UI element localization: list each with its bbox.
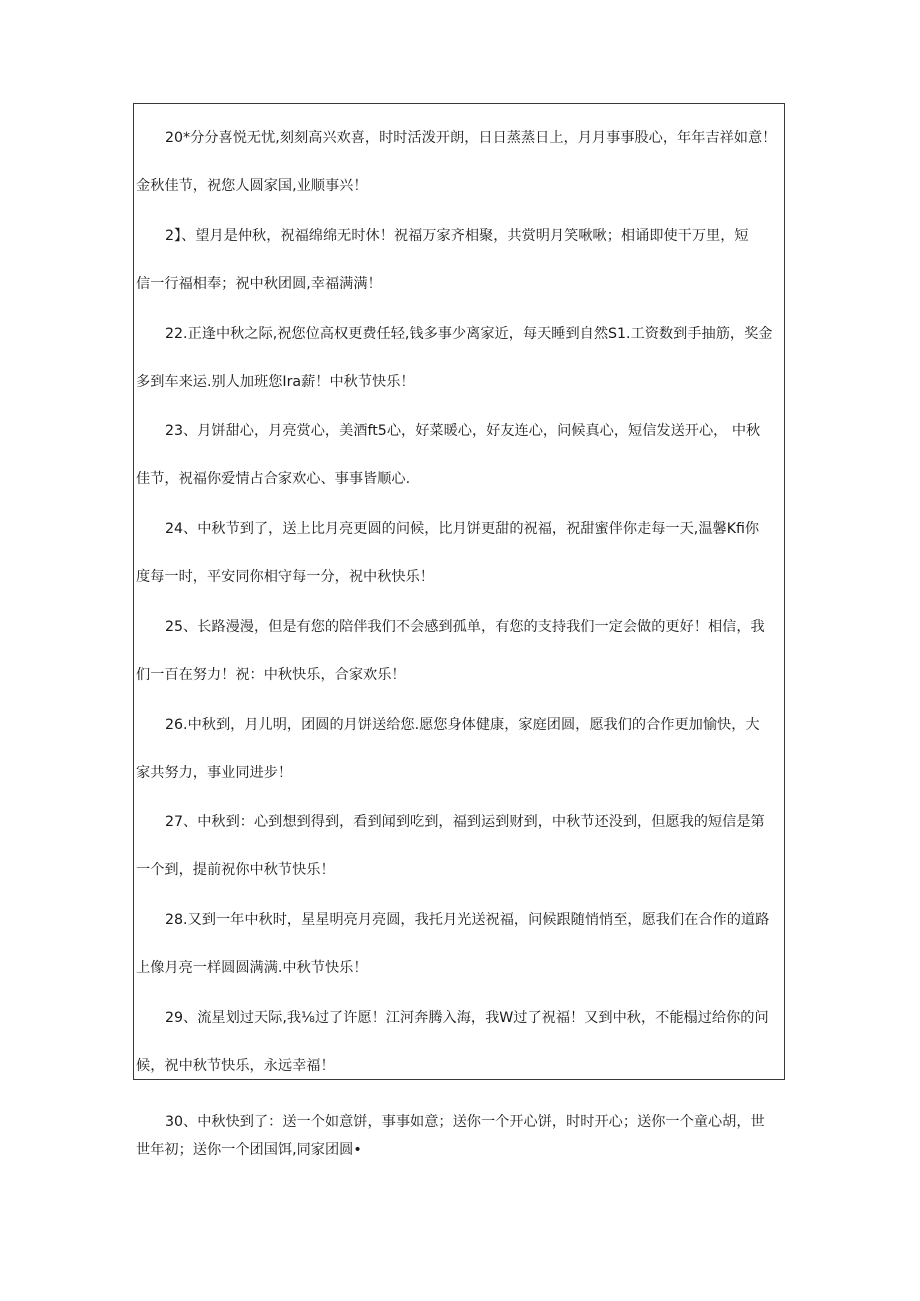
paragraph-25-line-1: 25、长路漫漫，但是有您的陪伴我们不会感到孤单，有您的支持我们一定会做的更好！相信，我 [165,619,765,635]
paragraph-23-line-2: 佳节，祝福你爱情占合家欢心、事事皆顺心. [136,471,411,487]
paragraph-22-line-2: 多到车来运.别人加班您Ira薪！中秋节快乐！ [136,374,415,390]
paragraph-29-line-1: 29、流星划过天际,我⅛过了许愿！江河奔腾入海，我W过了祝福！又到中秋，不能榻过给你的问 [165,1010,769,1026]
paragraph-25-line-2: 们一百在努力！祝：中秋快乐，合家欢乐！ [136,667,406,683]
paragraph-27-line-1: 27、中秋到：心到想到得到，看到闻到吃到，福到运到财到，中秋节还没到，但愿我的短信是第 [165,814,765,830]
paragraph-27-line-2: 一个到，提前祝你中秋节快乐！ [136,862,335,878]
paragraph-30-line-1: 30、中秋快到了：送一个如意饼，事事如意；送你一个开心饼，时时开心；送你一个童心胡，世 [165,1114,765,1130]
paragraph-29-line-2: 候，祝中秋节快乐，永远幸福！ [136,1058,335,1074]
paragraph-26-line-2: 家共努力，事业同进步！ [136,765,293,781]
paragraph-20-line-2: 金秋佳节，祝您人圆家国,业顺事兴！ [136,178,368,194]
paragraph-24-line-1: 24、中秋节到了，送上比月亮更圆的问候，比月饼更甜的祝福，祝甜蜜伴你走每一天,温馨Kfi你 [165,521,760,537]
paragraph-20-line-1: 20*分分喜悦无忧,刻刻高兴欢喜，时时活泼开朗，日日蒸蒸日上，月月事事股心，年年吉祥如意！ [165,130,777,146]
paragraph-22-line-1: 22.正逢中秋之际,祝您位高权更费任轻,钱多事少离家近，每天睡到自然S1.工资数到手抽筋，奖金 [165,326,773,342]
paragraph-23-line-1: 23、月饼甜心，月亮赏心，美酒ft5心，好菜暖心，好友连心，问候真心，短信发送开心， 中秋 [165,423,761,439]
text-frame [133,103,785,1080]
paragraph-21-line-2: 信一行福相奉；祝中秋团圆,幸福满满！ [136,276,382,292]
paragraph-24-line-2: 度每一时，平安同你相守每一分，祝中秋快乐！ [136,569,434,585]
paragraph-30-line-2: 世年初；送你一个团国饵,同家团圆• [136,1142,362,1158]
paragraph-28-line-1: 28.又到一年中秋时，星星明亮月亮圆，我托月光送祝福，问候跟随悄悄至，愿我们在合作的道路 [165,912,770,928]
paragraph-28-line-2: 上像月亮一样圆圆满满.中秋节快乐！ [136,960,368,976]
paragraph-21-line-1: 2】、望月是仲秋，祝福绵绵无时休！祝福万家齐相聚，共赏明月笑啾啾；相诵即使干万里，短 [165,228,749,244]
paragraph-26-line-1: 26.中秋到，月儿明，团圆的月饼送给您.愿您身体健康，家庭团圆，愿我们的合作更加愉快，大 [165,717,760,733]
